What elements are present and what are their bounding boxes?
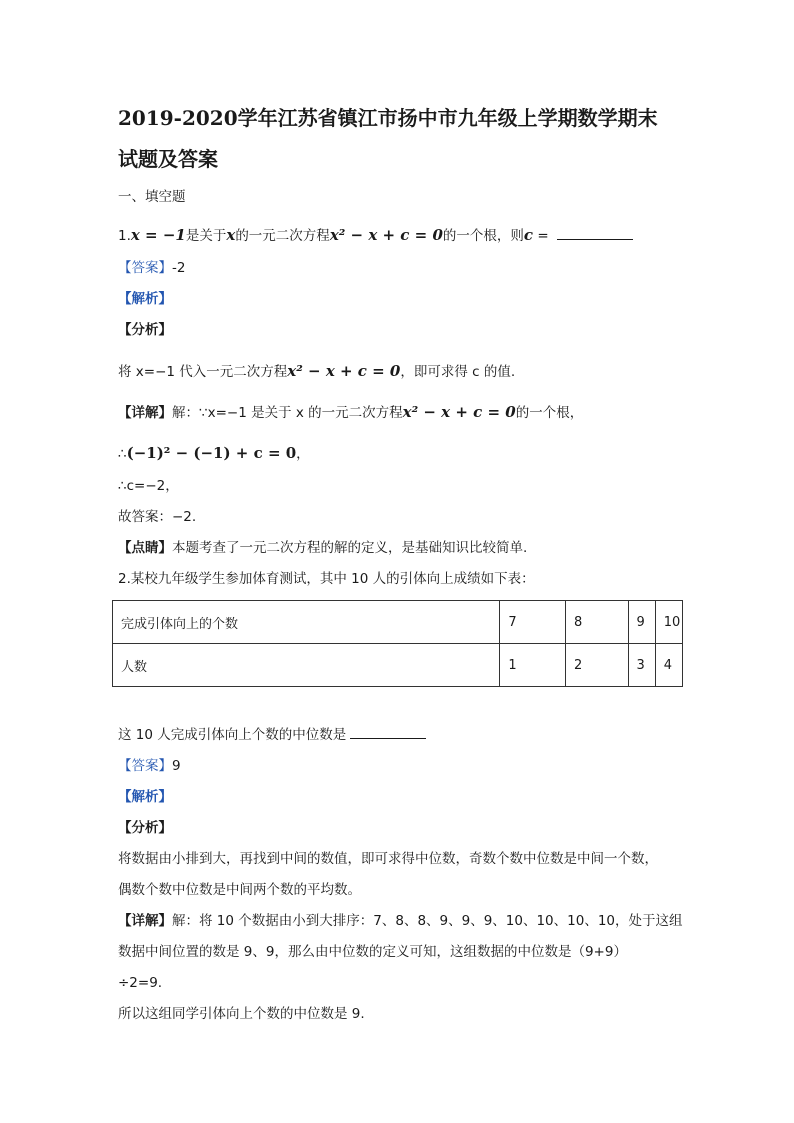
score-table <box>112 600 683 687</box>
q1-answer-value: -2 <box>172 260 186 276</box>
table-cell: 8 <box>565 601 628 644</box>
table-cell: 4 <box>655 644 682 687</box>
q2-detail-line-2: 数据中间位置的数是 9、9，那么由中位数的定义可知，这组数据的中位数是（9+9） <box>118 944 627 960</box>
q1-detail-eq: x² − x + c = 0 <box>402 403 516 421</box>
q2-detail-text: 解：将 10 个数据由小到大排序：7、8、8、9、9、9、10、10、10、10，处于这组 <box>172 913 683 929</box>
q2-answer-line <box>118 756 181 776</box>
q2-question <box>118 724 426 745</box>
q1-analysis <box>118 361 515 382</box>
q2-answer-tag: 【答案】 <box>118 758 172 774</box>
q1-number: 1. <box>118 228 131 244</box>
q1-dianjing-text: 本题考查了一元二次方程的解的定义，是基础知识比较简单. <box>172 540 528 556</box>
q1-stem <box>118 225 633 246</box>
q1-therefore-c: ∴c=−2， <box>118 478 179 494</box>
table-cell: 人数 <box>113 644 500 687</box>
q1-text3: 的一个根，则 <box>442 228 524 244</box>
q1-detail-post: 的一个根， <box>515 405 584 421</box>
q2-jiexi: 【解析】 <box>118 789 172 805</box>
table-cell: 3 <box>628 644 655 687</box>
title-line-2: 试题及答案 <box>118 147 218 171</box>
q2-intro: 2.某校九年级学生参加体育测试，其中 10 人的引体向上成绩如下表： <box>118 571 535 587</box>
q1-answer-line <box>118 258 185 278</box>
q1-substituted-equation: (−1)² − (−1) + c = 0 <box>126 444 297 462</box>
q2-question-text: 这 10 人完成引体向上个数的中位数是 <box>118 727 347 743</box>
q1-math-c: c <box>523 226 534 244</box>
q1-detail <box>118 402 583 423</box>
q2-analysis-line-2: 偶数个数中位数是中间两个数的平均数。 <box>118 882 361 898</box>
table-cell: 1 <box>500 644 566 687</box>
q2-detail-line-3: ÷2=9. <box>118 975 163 991</box>
q1-math-var: x <box>226 226 236 244</box>
q1-analysis-eq: x² − x + c = 0 <box>287 362 401 380</box>
table-cell: 7 <box>500 601 566 644</box>
table-cell: 9 <box>628 601 655 644</box>
therefore-symbol: ∴ <box>118 446 127 462</box>
q1-text2: 的一元二次方程 <box>235 228 330 244</box>
q1-answer-blank <box>557 225 633 240</box>
q1-detail-tag: 【详解】 <box>118 405 172 421</box>
q1-analysis-post: ，即可求得 c 的值. <box>400 364 516 380</box>
q1-comma: ， <box>296 446 310 462</box>
q2-fenxi: 【分析】 <box>118 820 172 836</box>
q2-analysis-line-1: 将数据由小排到大，再找到中间的数值，即可求得中位数，奇数个数中位数是中间一个数， <box>118 851 658 867</box>
q1-substitution <box>118 443 310 464</box>
q2-answer-blank <box>350 724 426 739</box>
table-row <box>113 601 683 644</box>
table-row <box>113 644 683 687</box>
q2-detail-line-4: 所以这组同学引体向上个数的中位数是 9. <box>118 1006 365 1022</box>
q1-dianjing <box>118 538 527 558</box>
table-cell: 2 <box>565 644 628 687</box>
q1-answer-tag: 【答案】 <box>118 260 172 276</box>
q1-equation: x² − x + c = 0 <box>329 226 443 244</box>
q2-answer-value: 9 <box>172 758 181 774</box>
q1-math-x: x = −1 <box>130 226 186 244</box>
section-heading: 一、填空题 <box>118 189 186 205</box>
q1-fenxi: 【分析】 <box>118 322 172 338</box>
q1-final-answer: 故答案：−2. <box>118 509 197 525</box>
table-cell: 完成引体向上的个数 <box>113 601 500 644</box>
q1-dianjing-tag: 【点睛】 <box>118 540 172 556</box>
q2-detail-line-1 <box>118 911 683 931</box>
table-cell: 10 <box>655 601 682 644</box>
q1-detail-pre: 解：∵x=−1 是关于 x 的一元二次方程 <box>172 405 403 421</box>
q1-eq-sign: = <box>533 228 553 244</box>
q1-jiexi: 【解析】 <box>118 291 172 307</box>
q2-detail-tag: 【详解】 <box>118 913 172 929</box>
q1-analysis-pre: 将 x=−1 代入一元二次方程 <box>118 364 288 380</box>
title-line-1: 2019-2020学年江苏省镇江市扬中市九年级上学期数学期末 <box>118 106 658 130</box>
q1-text1: 是关于 <box>185 228 227 244</box>
